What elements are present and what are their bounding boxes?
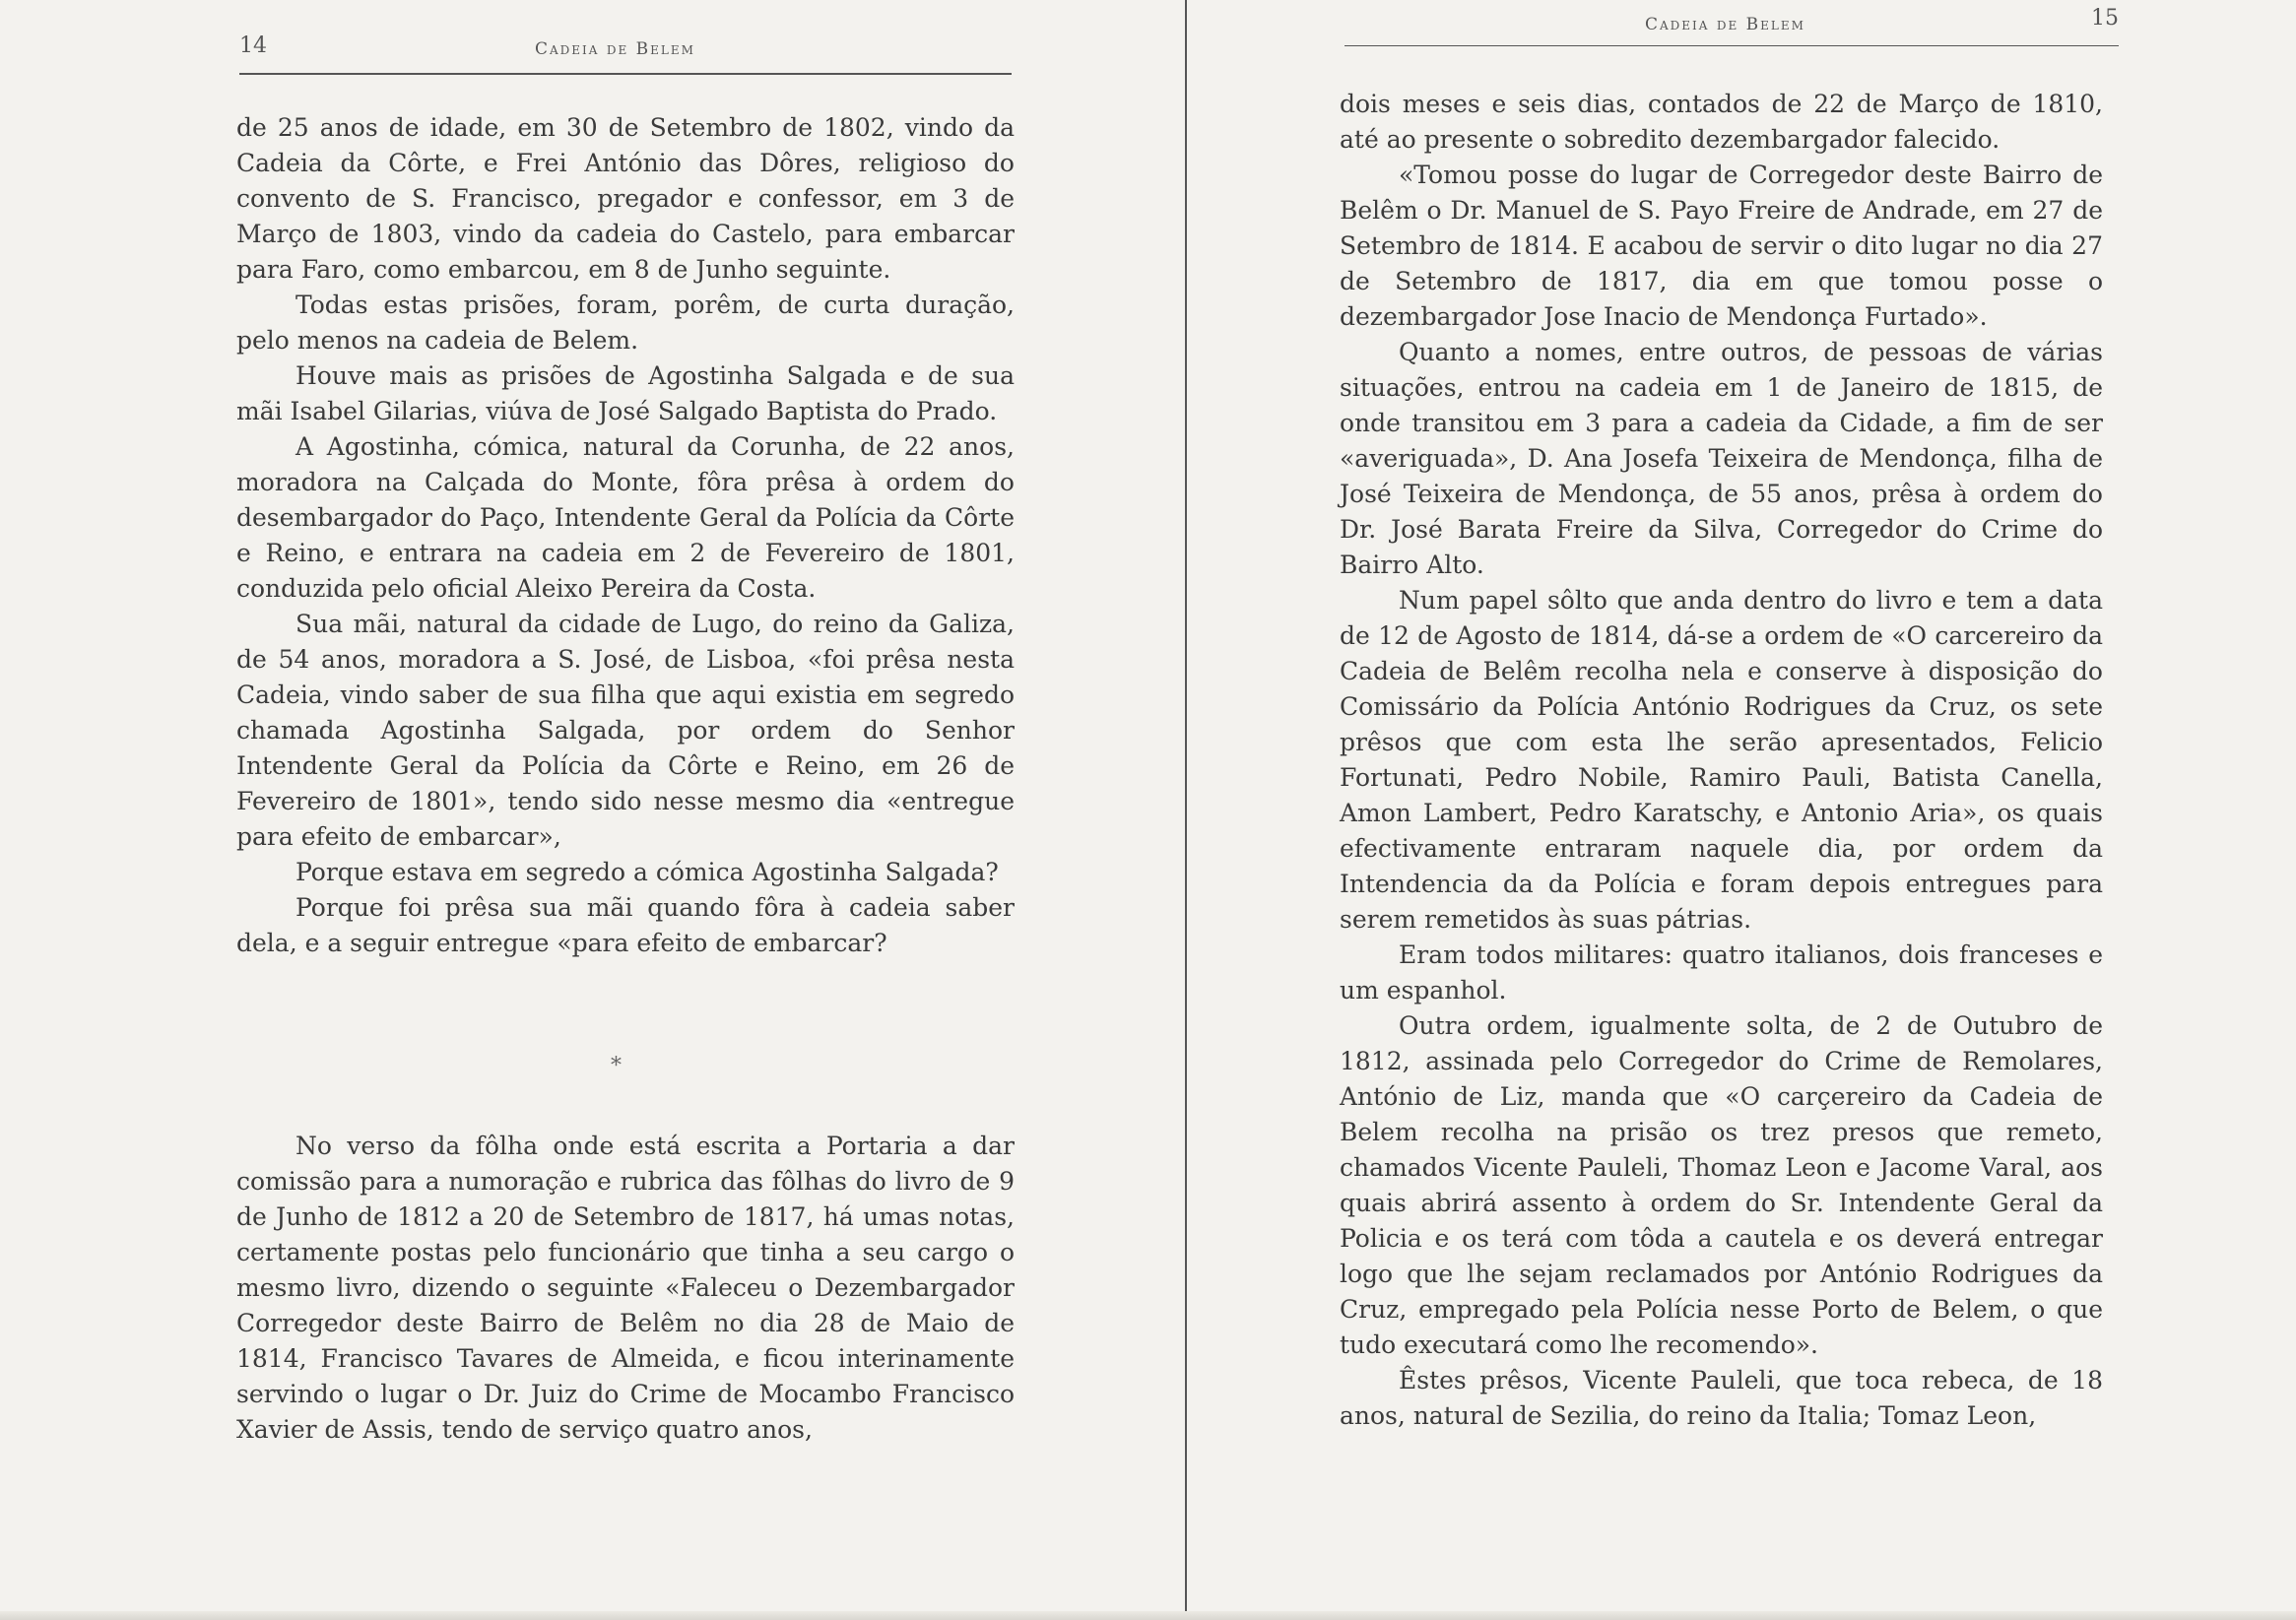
running-head: Cadeia de Belem: [535, 39, 695, 59]
page-number: 15: [2091, 6, 2119, 31]
book-gutter: [1185, 0, 1187, 1620]
right-page-header: [1345, 6, 2119, 46]
paragraph: No verso da fôlha onde está escrita a Portaria a dar comissão para a numoração e rubrica das fôlhas do livro de 9 de Junho de 1812 a 20 de Setembro de 1817, há umas notas, certamente postas pelo funcionário que tinha a seu cargo o mesmo livro, dizendo o seguinte «Faleceu o Dezembargador Corregedor deste Bairro de Belêm no dia 28 de Maio de 1814, Francisco Tavares de Almeida, e ficou interinamente servindo o lugar o Dr. Juiz do Crime de Mocambo Francisco Xavier de Assis, tendo de serviço quatro anos,: [236, 1132, 1015, 1444]
page-bottom-edge: [0, 1611, 2296, 1620]
page-number: 14: [239, 33, 267, 58]
paragraph: Houve mais as prisões de Agostinha Salgada e de sua mãi Isabel Gilarias, viúva de José Salgado Baptista do Prado.: [236, 361, 1015, 425]
paragraph: Eram todos militares: quatro italianos, dois franceses e um espanhol.: [1340, 940, 2103, 1004]
left-page-header: [239, 33, 1012, 75]
running-head: Cadeia de Belem: [1645, 15, 1805, 34]
paragraph: Sua mãi, natural da cidade de Lugo, do reino da Galiza, de 54 anos, moradora a S. José, de Lisboa, «foi prêsa nesta Cadeia, vindo saber de sua filha que aqui existia em segredo chamada Agostinha Salgada, por ordem do Senhor Intendente Geral da Polícia da Côrte e Reino, em 26 de Fevereiro de 1801», tendo sido nesse mesmo dia «entregue para efeito de embarcar»,: [236, 610, 1015, 851]
paragraph: Outra ordem, igualmente solta, de 2 de Outubro de 1812, assinada pelo Corregedor do Crime de Remolares, António de Liz, manda que «O carçereiro da Cadeia de Belem recolha na prisão os trez presos que remeto, chamados Vicente Pauleli, Thomaz Leon e Jacome Varal, aos quais abrirá assento à ordem do Sr. Intendente Geral da Policia e os terá com tôda a cautela e os deverá entregar logo que lhe sejam reclamados por António Rodrigues da Cruz, empregado pela Polícia nesse Porto de Belem, o que tudo executará como lhe recomendo».: [1340, 1011, 2103, 1359]
paragraph: Porque foi prêsa sua mãi quando fôra à cadeia saber dela, e a seguir entregue «para efeito de embarcar?: [236, 893, 1015, 957]
paragraph: Êstes prêsos, Vicente Pauleli, que toca rebeca, de 18 anos, natural de Sezilia, do reino da Italia; Tomaz Leon,: [1340, 1366, 2103, 1430]
left-second-section: [236, 1129, 1015, 1448]
section-divider: *: [611, 1054, 622, 1078]
paragraph: Porque estava em segredo a cómica Agostinha Salgada?: [295, 858, 999, 886]
paragraph: Quanto a nomes, entre outros, de pessoas de várias situações, entrou na cadeia em 1 de Janeiro de 1815, de onde transitou em 3 para a cadeia da Cidade, a fim de ser «averiguada», D. Ana Josefa Teixeira de Mendonça, filha de José Teixeira de Mendonça, de 55 anos, prêsa à ordem do Dr. José Barata Freire da Silva, Corregedor do Crime do Bairro Alto.: [1340, 338, 2103, 579]
paragraph: dois meses e seis dias, contados de 22 de Março de 1810, até ao presente o sobredito dezembargador falecido.: [1340, 90, 2103, 154]
left-main-text: [236, 110, 1015, 961]
paragraph: Todas estas prisões, foram, porêm, de curta duração, pelo menos na cadeia de Belem.: [236, 291, 1015, 355]
right-page: [1192, 0, 2296, 1620]
paragraph: «Tomou posse do lugar de Corregedor deste Bairro de Belêm o Dr. Manuel de S. Payo Freire de Andrade, em 27 de Setembro de 1814. E acabou de servir o dito lugar no dia 27 de Setembro de 1817, dia em que tomou posse o dezembargador Jose Inacio de Mendonça Furtado».: [1340, 161, 2103, 331]
paragraph: de 25 anos de idade, em 30 de Setembro de 1802, vindo da Cadeia da Côrte, e Frei António das Dôres, religioso do convento de S. Francisco, pregador e confessor, em 3 de Março de 1803, vindo da cadeia do Castelo, para embarcar para Faro, como embarcou, em 8 de Junho seguinte.: [236, 113, 1015, 284]
right-main-text: [1340, 87, 2103, 1434]
paragraph: A Agostinha, cómica, natural da Corunha, de 22 anos, moradora na Calçada do Monte, fôra prêsa à ordem do desembargador do Paço, Intendente Geral da Polícia da Côrte e Reino, e entrara na cadeia em 2 de Fevereiro de 1801, conduzida pelo oficial Aleixo Pereira da Costa.: [236, 432, 1015, 603]
paragraph: Num papel sôlto que anda dentro do livro e tem a data de 12 de Agosto de 1814, dá-se a ordem de «O carcereiro da Cadeia de Belêm recolha nela e conserve à disposição do Comissário da Polícia António Rodrigues da Cruz, os sete prêsos que com esta lhe serão apresentados, Felicio Fortunati, Pedro Nobile, Ramiro Pauli, Batista Canella, Amon Lambert, Pedro Karatschy, e Antonio Aria», os quais efectivamente entraram naquele dia, por ordem da Intendencia da da Polícia e foram depois entregues para serem remetidos às suas pátrias.: [1340, 586, 2103, 934]
